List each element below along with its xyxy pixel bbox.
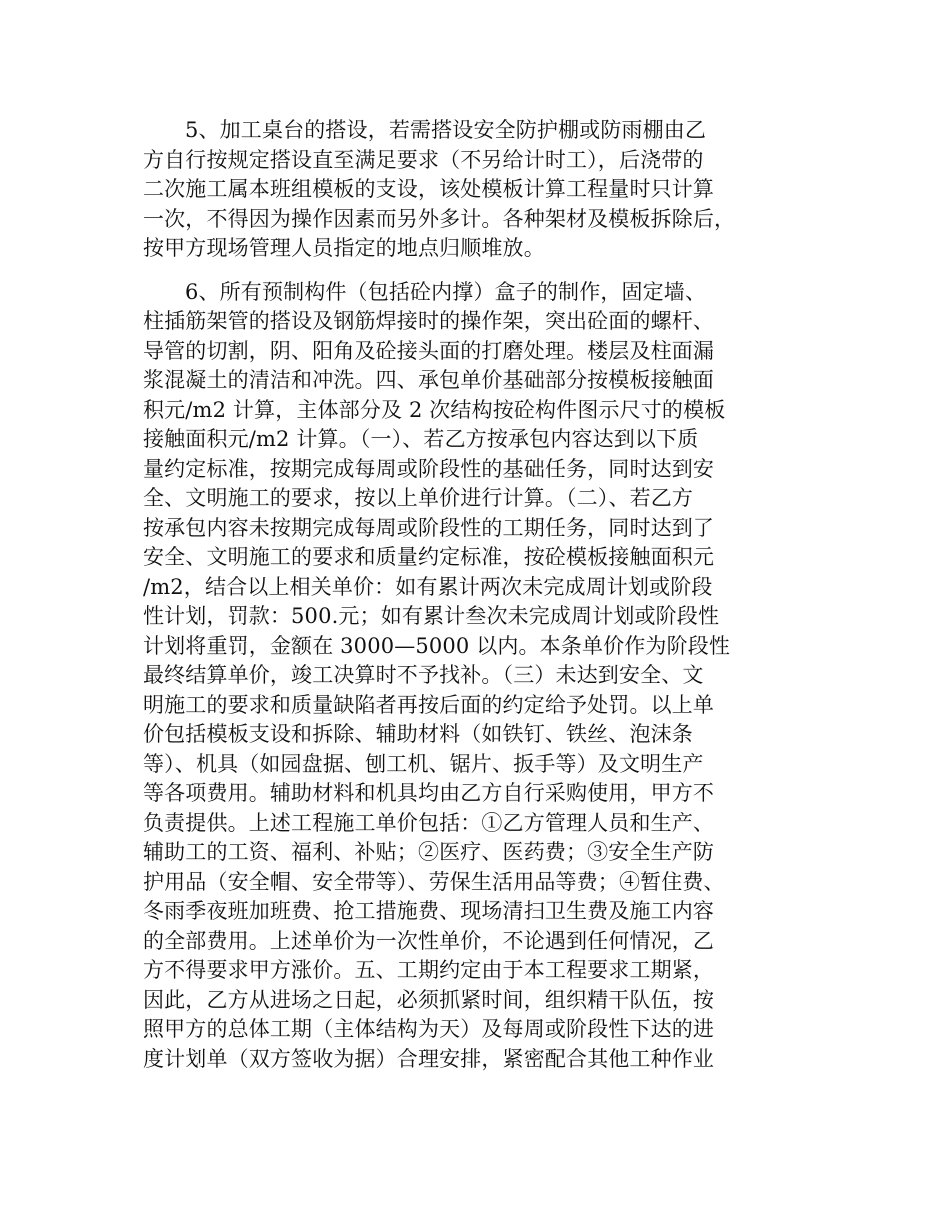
text-line: 全、文明施工的要求，按以上单价进行计算。（二）、若乙方 <box>143 486 694 510</box>
text-line: 柱插筋架管的搭设及钢筋焊接时的操作架，突出砼面的螺杆、 <box>143 309 715 333</box>
text-line: 明施工的要求和质量缺陷者再按后面的约定给予处罚。以上单 <box>143 692 715 717</box>
text-line: 接触面积元/m2 计算。（一）、若乙方按承包内容达到以下质 <box>143 427 699 451</box>
text-line: 二次施工属本班组模板的支设，该处模板计算工程量时只计算 <box>143 177 715 201</box>
text-line: 等）、机具（如园盘据、刨工机、锯片、扳手等）及文明生产 <box>143 751 704 776</box>
text-line: 5、加工桌台的搭设，若需搭设安全防护棚或防雨棚由乙 <box>185 118 707 142</box>
text-line: /m2，结合以上相关单价：如有累计两次未完成周计划或阶段 <box>143 574 713 599</box>
text-line: 负责提供。上述工程施工单价包括：①乙方管理人员和生产、 <box>143 810 715 835</box>
text-line: 按甲方现场管理人员指定的地点归顺堆放。 <box>143 236 545 260</box>
text-line: 因此，乙方从进场之日起，必须抓紧时间，组织精干队伍，按 <box>143 987 715 1012</box>
text-line: 方自行按规定搭设直至满足要求（不另给计时工），后浇带的 <box>143 147 704 172</box>
text-line: 一次，不得因为操作因素而另外多计。各种架材及模板拆除后， <box>143 206 736 231</box>
paragraph-5 <box>143 116 813 264</box>
text-line: 量约定标准，按期完成每周或阶段性的基础任务，同时达到安 <box>143 456 715 481</box>
text-line: 计划将重罚，金额在 3000—5000 以内。本条单价作为阶段性 <box>143 633 731 658</box>
text-line: 按承包内容未按期完成每周或阶段性的工期任务，同时达到了 <box>143 515 715 540</box>
text-line: 方不得要求甲方涨价。五、工期约定由于本工程要求工期紧， <box>143 958 715 982</box>
text-line: 的全部费用。上述单价为一次性单价，不论遇到任何情况，乙 <box>143 928 715 953</box>
text-line: 浆混凝土的清洁和冲洗。四、承包单价基础部分按模板接触面 <box>143 368 715 392</box>
paragraph-6 <box>143 278 813 1075</box>
text-line: 导管的切割，阴、阳角及砼接头面的打磨处理。楼层及柱面漏 <box>143 338 715 363</box>
text-line: 积元/m2 计算，主体部分及 2 次结构按砼构件图示尺寸的模板 <box>143 397 726 422</box>
text-line: 安全、文明施工的要求和质量约定标准，按砼模板接触面积元 <box>143 545 715 569</box>
text-line: 护用品（安全帽、安全带等）、劳保生活用品等费；④暂住费、 <box>143 869 725 894</box>
text-line: 性计划，罚款：500.元；如有累计叁次未完成周计划或阶段性 <box>143 604 720 628</box>
document-page <box>143 116 813 1074</box>
text-line: 辅助工的工资、福利、补贴；②医疗、医药费；③安全生产防 <box>143 840 715 864</box>
text-line: 等各项费用。辅助材料和机具均由乙方自行采购使用，甲方不 <box>143 781 715 805</box>
text-line: 价包括模板支设和拆除、辅助材料（如铁钉、铁丝、泡沫条 <box>143 722 693 746</box>
text-line: 最终结算单价，竣工决算时不予找补。（三）未达到安全、文 <box>143 663 704 687</box>
paragraph-spacer <box>143 264 813 278</box>
text-line: 冬雨季夜班加班费、抢工措施费、现场清扫卫生费及施工内容 <box>143 899 715 923</box>
text-line: 6、所有预制构件（包括砼内撑）盒子的制作，固定墙、 <box>185 279 707 304</box>
text-line: 度计划单（双方签收为据）合理安排，紧密配合其他工种作业 <box>143 1046 715 1071</box>
text-line: 照甲方的总体工期（主体结构为天）及每周或阶段性下达的进 <box>143 1017 715 1041</box>
